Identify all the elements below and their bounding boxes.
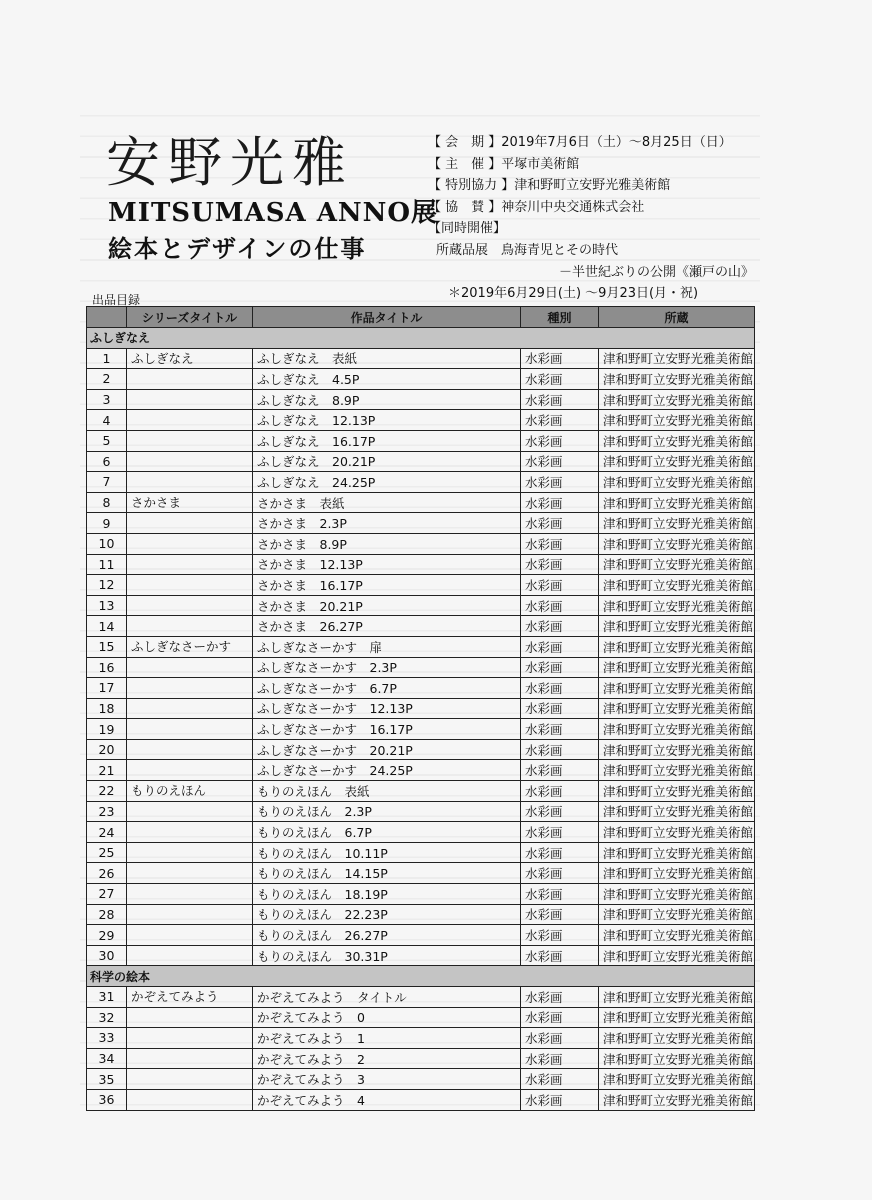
table-row bbox=[87, 348, 755, 369]
group-title: ふしぎなえ bbox=[87, 328, 755, 349]
cell-title: ふしぎなえ 24.25P bbox=[253, 472, 521, 493]
cell-number: 34 bbox=[87, 1048, 127, 1069]
cell-number: 6 bbox=[87, 451, 127, 472]
cell-owner: 津和野町立安野光雅美術館 bbox=[599, 760, 755, 781]
cell-type: 水彩画 bbox=[521, 554, 599, 575]
cell-owner: 津和野町立安野光雅美術館 bbox=[599, 1007, 755, 1028]
exhibition-info bbox=[428, 132, 768, 305]
table-row bbox=[87, 1069, 755, 1090]
table-row bbox=[87, 719, 755, 740]
cell-type: 水彩画 bbox=[521, 430, 599, 451]
cell-owner: 津和野町立安野光雅美術館 bbox=[599, 595, 755, 616]
cell-series: ふしぎなさーかす bbox=[127, 636, 253, 657]
cell-owner: 津和野町立安野光雅美術館 bbox=[599, 369, 755, 390]
cell-owner: 津和野町立安野光雅美術館 bbox=[599, 554, 755, 575]
cell-series bbox=[127, 554, 253, 575]
cell-owner: 津和野町立安野光雅美術館 bbox=[599, 1028, 755, 1049]
cell-title: かぞえてみよう 4 bbox=[253, 1089, 521, 1110]
table-row bbox=[87, 1007, 755, 1028]
cell-series bbox=[127, 925, 253, 946]
table-row bbox=[87, 678, 755, 699]
cell-title: もりのえほん 2.3P bbox=[253, 801, 521, 822]
cell-number: 11 bbox=[87, 554, 127, 575]
catalog-body bbox=[87, 328, 755, 1111]
cell-type: 水彩画 bbox=[521, 472, 599, 493]
cell-type: 水彩画 bbox=[521, 678, 599, 699]
table-row bbox=[87, 801, 755, 822]
table-row bbox=[87, 698, 755, 719]
cell-type: 水彩画 bbox=[521, 781, 599, 802]
table-row bbox=[87, 822, 755, 843]
cell-series bbox=[127, 533, 253, 554]
cell-owner: 津和野町立安野光雅美術館 bbox=[599, 451, 755, 472]
cell-title: もりのえほん 30.31P bbox=[253, 945, 521, 966]
table-row bbox=[87, 492, 755, 513]
info-organizer: 【 主 催 】平塚市美術館 bbox=[428, 156, 580, 172]
cell-title: ふしぎなさーかす 2.3P bbox=[253, 657, 521, 678]
cell-type: 水彩画 bbox=[521, 1007, 599, 1028]
cell-series bbox=[127, 904, 253, 925]
cell-type: 水彩画 bbox=[521, 575, 599, 596]
header-owner: 所蔵 bbox=[599, 307, 755, 328]
cell-number: 22 bbox=[87, 781, 127, 802]
cell-type: 水彩画 bbox=[521, 410, 599, 431]
cell-series bbox=[127, 430, 253, 451]
table-row bbox=[87, 863, 755, 884]
cell-number: 10 bbox=[87, 533, 127, 554]
cell-number: 32 bbox=[87, 1007, 127, 1028]
cell-number: 33 bbox=[87, 1028, 127, 1049]
cell-type: 水彩画 bbox=[521, 863, 599, 884]
cell-owner: 津和野町立安野光雅美術館 bbox=[599, 781, 755, 802]
cell-owner: 津和野町立安野光雅美術館 bbox=[599, 472, 755, 493]
table-row bbox=[87, 533, 755, 554]
cell-number: 27 bbox=[87, 884, 127, 905]
table-row bbox=[87, 616, 755, 637]
cell-type: 水彩画 bbox=[521, 904, 599, 925]
cell-number: 14 bbox=[87, 616, 127, 637]
cell-type: 水彩画 bbox=[521, 698, 599, 719]
cell-type: 水彩画 bbox=[521, 533, 599, 554]
table-row bbox=[87, 1089, 755, 1110]
cell-title: かぞえてみよう 2 bbox=[253, 1048, 521, 1069]
info-related-period: ＊2019年6月29日(土) ～9月23日(月・祝) bbox=[448, 286, 699, 302]
cell-series bbox=[127, 1028, 253, 1049]
cell-number: 12 bbox=[87, 575, 127, 596]
table-header-row bbox=[87, 307, 755, 328]
info-sponsor: 【 協 賛 】神奈川中央交通株式会社 bbox=[428, 199, 645, 215]
cell-number: 35 bbox=[87, 1069, 127, 1090]
cell-number: 29 bbox=[87, 925, 127, 946]
cell-type: 水彩画 bbox=[521, 760, 599, 781]
cell-series bbox=[127, 863, 253, 884]
cell-owner: 津和野町立安野光雅美術館 bbox=[599, 987, 755, 1008]
cell-owner: 津和野町立安野光雅美術館 bbox=[599, 1089, 755, 1110]
cell-series bbox=[127, 369, 253, 390]
cell-number: 3 bbox=[87, 389, 127, 410]
cell-number: 24 bbox=[87, 822, 127, 843]
cell-title: ふしぎなえ 16.17P bbox=[253, 430, 521, 451]
cell-owner: 津和野町立安野光雅美術館 bbox=[599, 513, 755, 534]
cell-title: ふしぎなえ 8.9P bbox=[253, 389, 521, 410]
cell-series bbox=[127, 616, 253, 637]
catalog-table bbox=[86, 306, 755, 1111]
cell-title: ふしぎなえ 12.13P bbox=[253, 410, 521, 431]
cell-owner: 津和野町立安野光雅美術館 bbox=[599, 822, 755, 843]
cell-title: もりのえほん 6.7P bbox=[253, 822, 521, 843]
catalog-label: 出品目録 bbox=[92, 293, 141, 307]
cell-type: 水彩画 bbox=[521, 451, 599, 472]
table-row bbox=[87, 430, 755, 451]
cell-number: 25 bbox=[87, 842, 127, 863]
cell-number: 31 bbox=[87, 987, 127, 1008]
cell-owner: 津和野町立安野光雅美術館 bbox=[599, 410, 755, 431]
cell-number: 28 bbox=[87, 904, 127, 925]
cell-series bbox=[127, 410, 253, 431]
cell-number: 21 bbox=[87, 760, 127, 781]
cell-title: ふしぎなさーかす 24.25P bbox=[253, 760, 521, 781]
table-row bbox=[87, 636, 755, 657]
cell-title: さかさま 12.13P bbox=[253, 554, 521, 575]
cell-series bbox=[127, 575, 253, 596]
info-related-sub: －半世紀ぶりの公開《瀬戸の山》 bbox=[558, 264, 754, 280]
cell-number: 8 bbox=[87, 492, 127, 513]
cell-type: 水彩画 bbox=[521, 987, 599, 1008]
cell-number: 16 bbox=[87, 657, 127, 678]
cell-number: 18 bbox=[87, 698, 127, 719]
table-row bbox=[87, 389, 755, 410]
cell-series bbox=[127, 822, 253, 843]
cell-number: 9 bbox=[87, 513, 127, 534]
info-concurrent: 【同時開催】 bbox=[428, 221, 507, 237]
cell-type: 水彩画 bbox=[521, 492, 599, 513]
cell-series bbox=[127, 884, 253, 905]
cell-title: もりのえほん 18.19P bbox=[253, 884, 521, 905]
cell-title: かぞえてみよう タイトル bbox=[253, 987, 521, 1008]
header-series: シリーズタイトル bbox=[127, 307, 253, 328]
cell-type: 水彩画 bbox=[521, 348, 599, 369]
cell-owner: 津和野町立安野光雅美術館 bbox=[599, 533, 755, 554]
cell-title: もりのえほん 22.23P bbox=[253, 904, 521, 925]
cell-number: 7 bbox=[87, 472, 127, 493]
cell-owner: 津和野町立安野光雅美術館 bbox=[599, 678, 755, 699]
table-row bbox=[87, 472, 755, 493]
cell-owner: 津和野町立安野光雅美術館 bbox=[599, 1048, 755, 1069]
header-title: 作品タイトル bbox=[253, 307, 521, 328]
cell-series bbox=[127, 945, 253, 966]
cell-type: 水彩画 bbox=[521, 1028, 599, 1049]
cell-type: 水彩画 bbox=[521, 657, 599, 678]
cell-number: 17 bbox=[87, 678, 127, 699]
cell-type: 水彩画 bbox=[521, 369, 599, 390]
cell-owner: 津和野町立安野光雅美術館 bbox=[599, 739, 755, 760]
cell-owner: 津和野町立安野光雅美術館 bbox=[599, 430, 755, 451]
cell-title: ふしぎなえ 4.5P bbox=[253, 369, 521, 390]
cell-title: ふしぎなさーかす 6.7P bbox=[253, 678, 521, 699]
cell-type: 水彩画 bbox=[521, 1069, 599, 1090]
cell-title: ふしぎなさーかす 12.13P bbox=[253, 698, 521, 719]
table-row bbox=[87, 945, 755, 966]
cell-title: かぞえてみよう 0 bbox=[253, 1007, 521, 1028]
cell-owner: 津和野町立安野光雅美術館 bbox=[599, 575, 755, 596]
cell-title: さかさま 表紙 bbox=[253, 492, 521, 513]
table-row bbox=[87, 451, 755, 472]
header-number bbox=[87, 307, 127, 328]
table-row bbox=[87, 369, 755, 390]
table-row bbox=[87, 925, 755, 946]
cell-title: もりのえほん 14.15P bbox=[253, 863, 521, 884]
table-row bbox=[87, 410, 755, 431]
cell-owner: 津和野町立安野光雅美術館 bbox=[599, 719, 755, 740]
cell-owner: 津和野町立安野光雅美術館 bbox=[599, 842, 755, 863]
header-type: 種別 bbox=[521, 307, 599, 328]
cell-title: かぞえてみよう 1 bbox=[253, 1028, 521, 1049]
cell-series bbox=[127, 1089, 253, 1110]
table-row bbox=[87, 760, 755, 781]
info-cooperation: 【 特別協力 】津和野町立安野光雅美術館 bbox=[428, 178, 671, 194]
cell-title: さかさま 16.17P bbox=[253, 575, 521, 596]
cell-title: ふしぎなさーかす 16.17P bbox=[253, 719, 521, 740]
cell-series bbox=[127, 698, 253, 719]
cell-number: 2 bbox=[87, 369, 127, 390]
info-related: 所蔵品展 鳥海青児とその時代 bbox=[436, 242, 619, 258]
cell-type: 水彩画 bbox=[521, 389, 599, 410]
table-row bbox=[87, 554, 755, 575]
group-row bbox=[87, 328, 755, 349]
cell-series bbox=[127, 451, 253, 472]
cell-title: もりのえほん 10.11P bbox=[253, 842, 521, 863]
group-title: 科学の絵本 bbox=[87, 966, 755, 987]
cell-type: 水彩画 bbox=[521, 1089, 599, 1110]
cell-owner: 津和野町立安野光雅美術館 bbox=[599, 1069, 755, 1090]
cell-series bbox=[127, 1069, 253, 1090]
cell-owner: 津和野町立安野光雅美術館 bbox=[599, 904, 755, 925]
cell-number: 4 bbox=[87, 410, 127, 431]
cell-number: 20 bbox=[87, 739, 127, 760]
cell-owner: 津和野町立安野光雅美術館 bbox=[599, 698, 755, 719]
cell-number: 1 bbox=[87, 348, 127, 369]
cell-series: さかさま bbox=[127, 492, 253, 513]
cell-owner: 津和野町立安野光雅美術館 bbox=[599, 925, 755, 946]
cell-title: ふしぎなさーかす 扉 bbox=[253, 636, 521, 657]
table-row bbox=[87, 1028, 755, 1049]
table-row bbox=[87, 1048, 755, 1069]
cell-number: 15 bbox=[87, 636, 127, 657]
cell-series bbox=[127, 1048, 253, 1069]
cell-title: ふしぎなえ 表紙 bbox=[253, 348, 521, 369]
info-period: 【 会 期 】2019年7月6日（土）～8月25日（日） bbox=[428, 135, 732, 150]
cell-owner: 津和野町立安野光雅美術館 bbox=[599, 801, 755, 822]
table-row bbox=[87, 657, 755, 678]
title-english: MITSUMASA ANNO展 bbox=[108, 198, 439, 228]
cell-series bbox=[127, 801, 253, 822]
cell-type: 水彩画 bbox=[521, 925, 599, 946]
cell-title: もりのえほん 26.27P bbox=[253, 925, 521, 946]
cell-title: ふしぎなえ 20.21P bbox=[253, 451, 521, 472]
cell-series: もりのえほん bbox=[127, 781, 253, 802]
cell-number: 23 bbox=[87, 801, 127, 822]
cell-type: 水彩画 bbox=[521, 739, 599, 760]
cell-owner: 津和野町立安野光雅美術館 bbox=[599, 348, 755, 369]
cell-series bbox=[127, 760, 253, 781]
cell-owner: 津和野町立安野光雅美術館 bbox=[599, 945, 755, 966]
cell-number: 19 bbox=[87, 719, 127, 740]
cell-owner: 津和野町立安野光雅美術館 bbox=[599, 657, 755, 678]
cell-type: 水彩画 bbox=[521, 513, 599, 534]
cell-type: 水彩画 bbox=[521, 595, 599, 616]
cell-series bbox=[127, 657, 253, 678]
cell-type: 水彩画 bbox=[521, 801, 599, 822]
cell-number: 36 bbox=[87, 1089, 127, 1110]
cell-owner: 津和野町立安野光雅美術館 bbox=[599, 636, 755, 657]
cell-series bbox=[127, 595, 253, 616]
exhibition-subtitle: 絵本とデザインの仕事 bbox=[108, 234, 367, 263]
cell-type: 水彩画 bbox=[521, 842, 599, 863]
cell-owner: 津和野町立安野光雅美術館 bbox=[599, 492, 755, 513]
cell-number: 26 bbox=[87, 863, 127, 884]
cell-title: かぞえてみよう 3 bbox=[253, 1069, 521, 1090]
table-row bbox=[87, 595, 755, 616]
cell-title: さかさま 8.9P bbox=[253, 533, 521, 554]
cell-series bbox=[127, 842, 253, 863]
group-row bbox=[87, 966, 755, 987]
table-row bbox=[87, 987, 755, 1008]
cell-series: ふしぎなえ bbox=[127, 348, 253, 369]
table-row bbox=[87, 781, 755, 802]
cell-type: 水彩画 bbox=[521, 1048, 599, 1069]
cell-type: 水彩画 bbox=[521, 719, 599, 740]
table-row bbox=[87, 739, 755, 760]
table-row bbox=[87, 513, 755, 534]
cell-number: 13 bbox=[87, 595, 127, 616]
cell-series bbox=[127, 472, 253, 493]
cell-type: 水彩画 bbox=[521, 616, 599, 637]
table-row bbox=[87, 575, 755, 596]
table-row bbox=[87, 884, 755, 905]
cell-number: 30 bbox=[87, 945, 127, 966]
table-row bbox=[87, 904, 755, 925]
cell-type: 水彩画 bbox=[521, 945, 599, 966]
cell-title: ふしぎなさーかす 20.21P bbox=[253, 739, 521, 760]
cell-owner: 津和野町立安野光雅美術館 bbox=[599, 884, 755, 905]
cell-series bbox=[127, 389, 253, 410]
cell-owner: 津和野町立安野光雅美術館 bbox=[599, 389, 755, 410]
cell-number: 5 bbox=[87, 430, 127, 451]
cell-series bbox=[127, 513, 253, 534]
table-row bbox=[87, 842, 755, 863]
cell-title: さかさま 20.21P bbox=[253, 595, 521, 616]
cell-series bbox=[127, 678, 253, 699]
cell-series bbox=[127, 739, 253, 760]
cell-title: さかさま 2.3P bbox=[253, 513, 521, 534]
cell-owner: 津和野町立安野光雅美術館 bbox=[599, 616, 755, 637]
cell-series bbox=[127, 1007, 253, 1028]
cell-type: 水彩画 bbox=[521, 636, 599, 657]
cell-type: 水彩画 bbox=[521, 884, 599, 905]
cell-type: 水彩画 bbox=[521, 822, 599, 843]
cell-owner: 津和野町立安野光雅美術館 bbox=[599, 863, 755, 884]
cell-series: かぞえてみよう bbox=[127, 987, 253, 1008]
cell-title: さかさま 26.27P bbox=[253, 616, 521, 637]
cell-series bbox=[127, 719, 253, 740]
title-japanese: 安野光雅 bbox=[106, 131, 354, 194]
cell-title: もりのえほん 表紙 bbox=[253, 781, 521, 802]
